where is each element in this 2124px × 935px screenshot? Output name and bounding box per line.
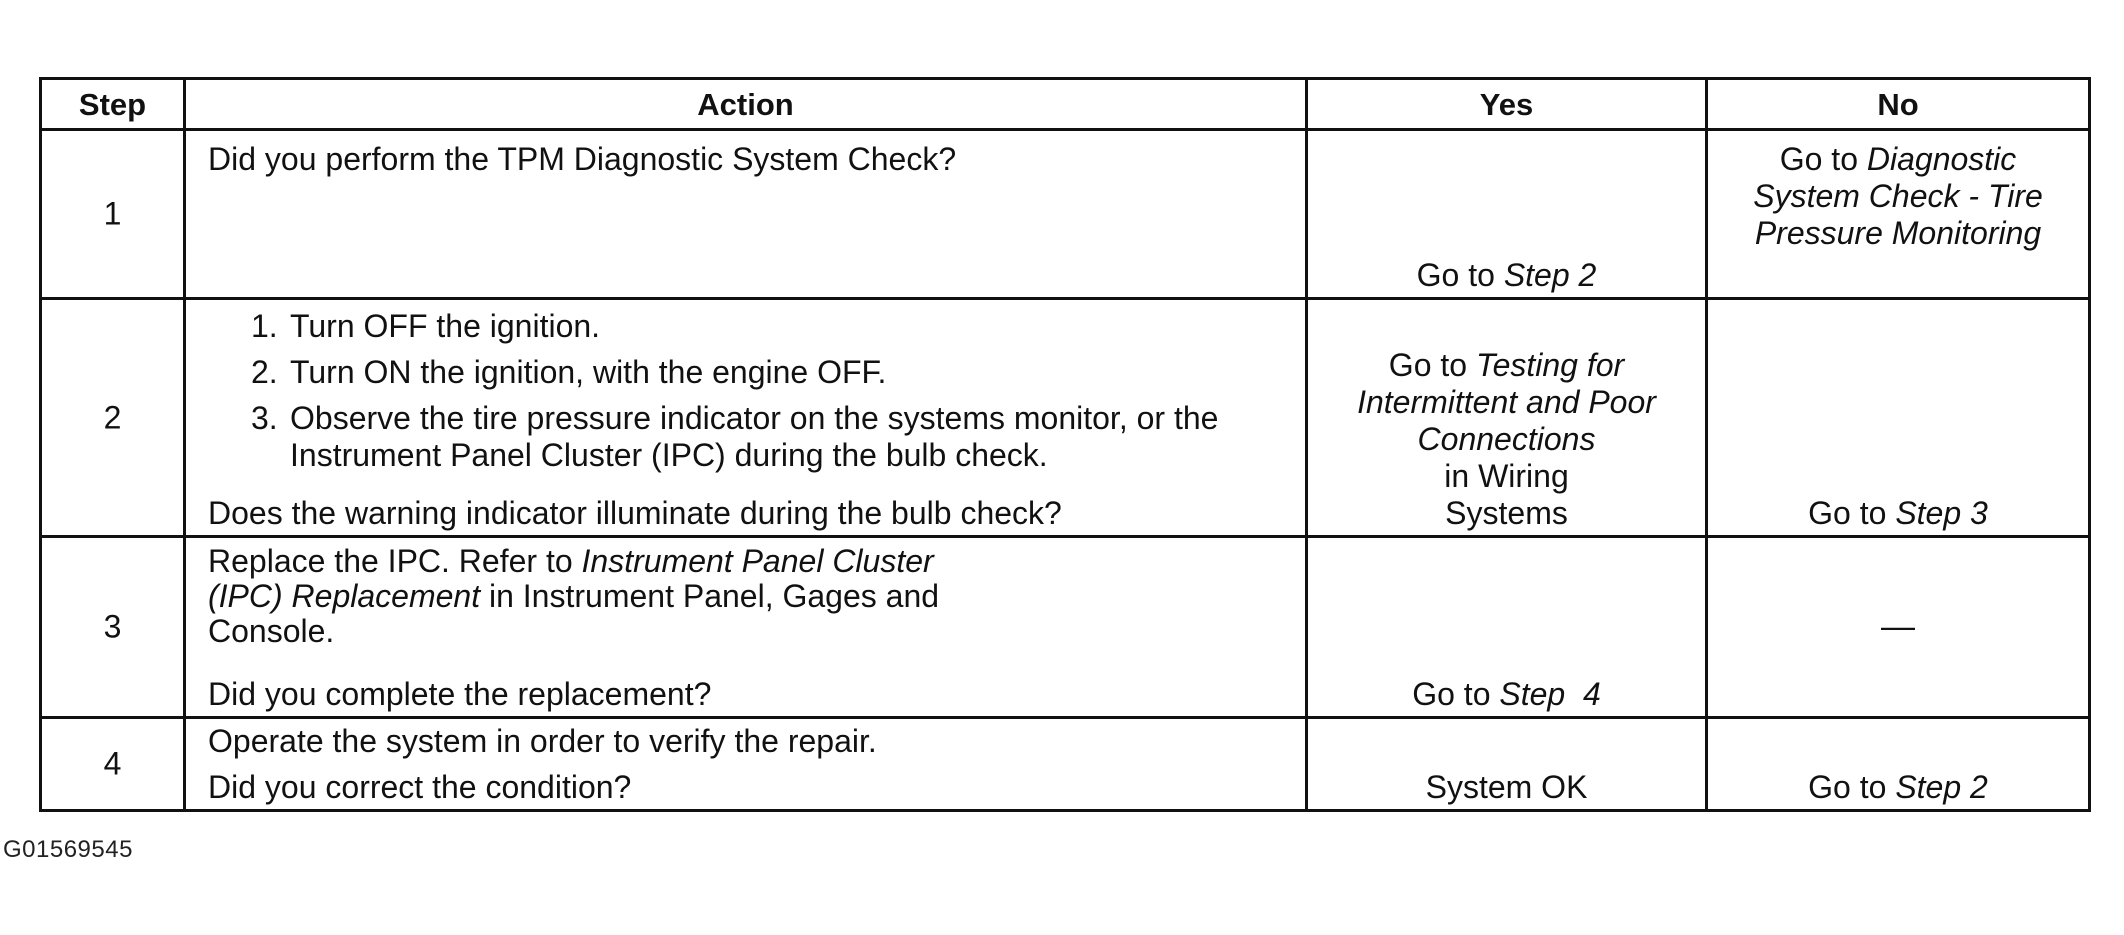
table-header-row [41, 79, 2090, 130]
step-cell [41, 299, 185, 537]
header-no: No [1707, 79, 2090, 130]
no-link[interactable]: Step 2 [1895, 769, 1988, 805]
action-cell [185, 718, 1307, 811]
yes-prefix: Go to [1416, 257, 1504, 293]
yes-value: System OK [1425, 769, 1588, 805]
list-item [208, 354, 1295, 391]
action-question: Did you correct the condition? [208, 769, 632, 805]
no-cell [1707, 718, 2090, 811]
action-suffix: in Instrument Panel, Gages and Console. [208, 578, 940, 649]
header-action: Action [185, 79, 1307, 130]
table-row [41, 537, 2090, 718]
list-item-text: Turn ON the ignition, with the engine OFF. [290, 354, 887, 390]
list-item-text: Turn OFF the ignition. [290, 308, 601, 344]
list-item-number: 2. [251, 354, 278, 390]
no-prefix: Go to [1779, 141, 1867, 177]
action-question: Did you complete the replacement? [208, 676, 712, 712]
yes-cell [1307, 537, 1707, 718]
no-cell [1707, 537, 2090, 718]
no-value: — [1881, 607, 1915, 646]
header-step: Step [41, 79, 185, 130]
no-link[interactable]: Step 3 [1895, 495, 1988, 531]
list-item [208, 400, 1295, 474]
no-cell [1707, 130, 2090, 299]
no-cell [1707, 299, 2090, 537]
action-instruction: Operate the system in order to verify the repair. [208, 723, 877, 759]
yes-cell [1307, 718, 1707, 811]
yes-suffix: in Wiring Systems [1444, 458, 1569, 531]
step-number: 3 [103, 608, 122, 645]
step-number: 2 [103, 399, 122, 435]
action-cell [185, 130, 1307, 299]
action-cell [185, 537, 1307, 718]
list-item-number: 1. [251, 308, 278, 344]
action-question: Does the warning indicator illuminate during the bulb check? [208, 495, 1062, 531]
yes-link[interactable]: Testing for Intermittent and Poor Connections [1357, 347, 1656, 457]
yes-link[interactable]: Step 4 [1499, 676, 1601, 712]
table-row [41, 130, 2090, 299]
table-row [41, 718, 2090, 811]
action-prefix: Replace the IPC. Refer to [208, 543, 582, 579]
yes-cell [1307, 299, 1707, 537]
no-link[interactable]: Diagnostic System Check - Tire Pressure Monitoring [1753, 141, 2043, 251]
header-yes: Yes [1307, 79, 1707, 130]
action-steps-list [208, 308, 1295, 474]
yes-cell [1307, 130, 1707, 299]
action-question: Did you perform the TPM Diagnostic System Check? [208, 141, 957, 177]
yes-link[interactable]: Step 2 [1503, 257, 1597, 293]
no-prefix: Go to [1808, 495, 1896, 531]
diagnostic-table [39, 77, 2091, 812]
list-item [208, 308, 1295, 345]
no-prefix: Go to [1808, 769, 1896, 805]
step-number: 4 [103, 745, 122, 782]
list-item-text: Observe the tire pressure indicator on the systems monitor, or the Instrument Panel Cluster (IPC) during the bulb check. [290, 400, 1219, 473]
yes-prefix: Go to [1388, 347, 1476, 383]
step-cell [41, 718, 185, 811]
yes-prefix: Go to [1412, 676, 1500, 712]
action-cell [185, 299, 1307, 537]
step-cell [41, 537, 185, 718]
list-item-number: 3. [251, 400, 278, 436]
step-cell [41, 130, 185, 299]
table-row [41, 299, 2090, 537]
step-number: 1 [103, 195, 122, 232]
figure-code: G01569545 [3, 836, 133, 863]
action-link[interactable]: Instrument Panel Cluster (IPC) Replacement [208, 543, 934, 614]
